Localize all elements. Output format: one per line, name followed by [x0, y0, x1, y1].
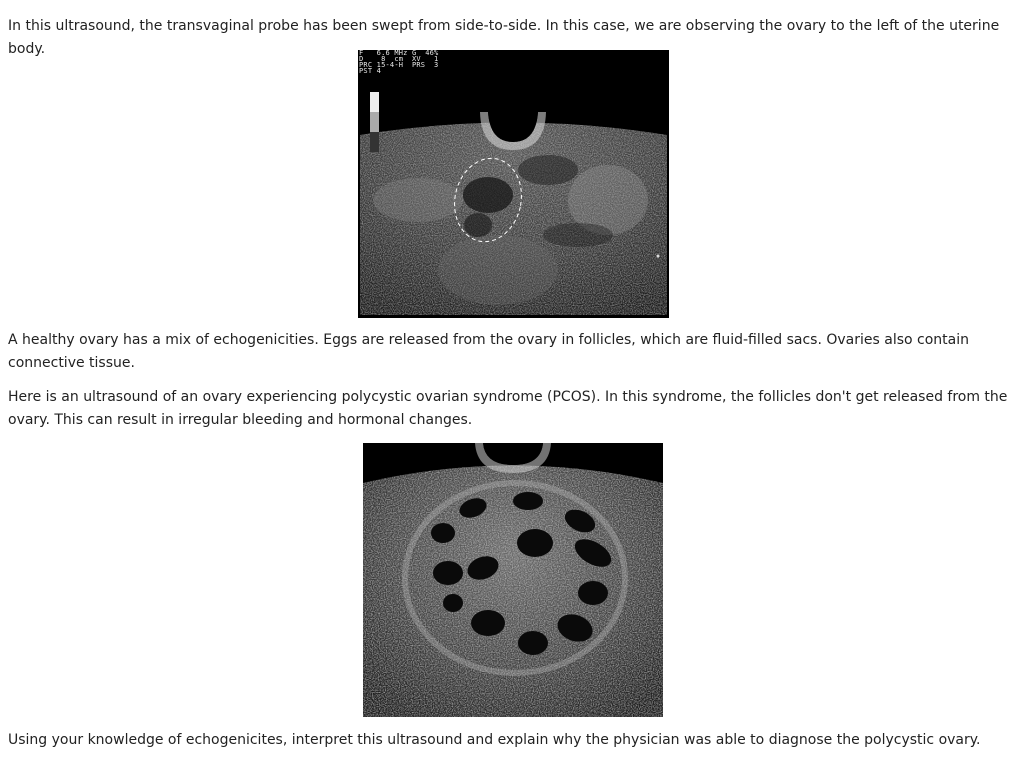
question-paragraph: Using your knowledge of echogenicites, interpret this ultrasound and explain why the physician was able to diagnose the polycystic ovary. [8, 732, 981, 748]
ultrasound-settings-readout: F 6.6 MHz G 46% D 8 cm XV 1 PRC 15-4-H PRS 3 PST 4 [359, 50, 439, 75]
healthy-ovary-paragraph: A healthy ovary has a mix of echogenicities. Eggs are released from the ovary in follicles, which are fluid-filled sacs. Ovaries also contain connective tissue. [8, 332, 969, 371]
pcos-paragraph: Here is an ultrasound of an ovary experiencing polycystic ovarian syndrome (PCOS). In this syndrome, the follicles don't get released from the ovary. This can result in irregular bleeding and hormonal changes. [8, 389, 1008, 428]
intro-paragraph: In this ultrasound, the transvaginal probe has been swept from side-to-side. In this case, we are observing the ovary to the left of the uterine body. [8, 18, 1000, 57]
ultrasound-scan-graphic [363, 443, 663, 717]
ultrasound-scan-graphic [358, 50, 669, 318]
ultrasound-image-polycystic-ovary [363, 443, 663, 717]
ultrasound-image-healthy-ovary [358, 50, 669, 318]
